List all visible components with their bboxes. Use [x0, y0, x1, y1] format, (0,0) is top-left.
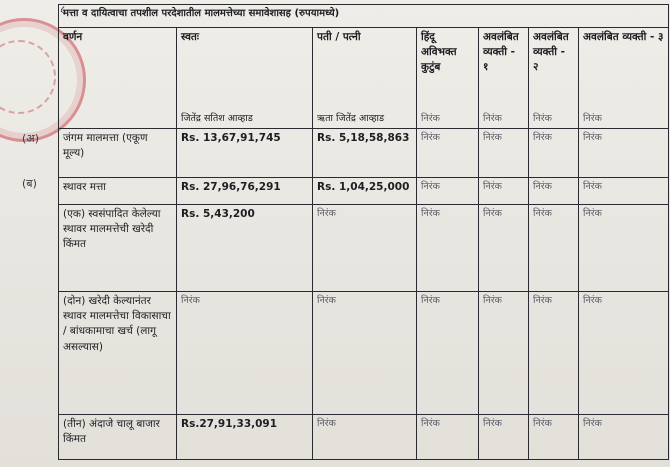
header-spouse-name: ऋता जितेंद्र आव्हाड: [317, 113, 385, 125]
row-description: स्थावर मत्ता: [59, 178, 177, 205]
header-dependent-3-value: निरंक: [583, 113, 602, 125]
row-huf-value: निरंक: [417, 178, 479, 205]
row-dependent-2-value: निरंक: [529, 292, 579, 415]
row-dependent-2-value: निरंक: [529, 178, 579, 205]
row-dependent-1-value: निरंक: [479, 178, 529, 205]
table-row: [59, 415, 669, 460]
table-row: [59, 129, 669, 178]
row-huf-value: निरंक: [417, 129, 479, 178]
margin-label-b: (ब): [22, 177, 37, 190]
row-self-value: निरंक: [177, 292, 313, 415]
row-huf-value: निरंक: [417, 205, 479, 292]
header-dependent-3-label: अवलंबित व्यक्ती - ३: [583, 31, 664, 43]
header-spouse-label: पती / पत्नी: [317, 31, 361, 43]
row-dependent-2-value: निरंक: [529, 129, 579, 178]
header-dependent-2-label: अवलंबित व्यक्ती - २: [533, 31, 569, 74]
header-self: [177, 28, 313, 129]
table-row: [59, 205, 669, 292]
header-self-name: जितेंद्र सतिश आव्हाड: [181, 113, 253, 125]
row-spouse-value: निरंक: [313, 415, 417, 460]
header-dependent-3: [579, 28, 669, 129]
header-dependent-1-value: निरंक: [483, 113, 502, 125]
table-row: [59, 292, 669, 415]
header-huf-value: निरंक: [421, 113, 440, 125]
header-description-label: वर्णन: [63, 31, 83, 43]
row-spouse-value: Rs. 5,18,58,863: [313, 129, 417, 178]
corner-mark: ८: [60, 3, 66, 16]
row-dependent-1-value: निरंक: [479, 292, 529, 415]
header-row: [59, 28, 669, 129]
header-dependent-1: [479, 28, 529, 129]
header-self-label: स्वतः: [181, 31, 200, 43]
row-dependent-3-value: निरंक: [579, 178, 669, 205]
margin-label-a: (अ): [22, 132, 39, 145]
row-spouse-value: निरंक: [313, 292, 417, 415]
row-dependent-2-value: निरंक: [529, 415, 579, 460]
row-dependent-3-value: निरंक: [579, 205, 669, 292]
header-huf: [417, 28, 479, 129]
header-huf-label: हिंदू अविभक्त कुटुंब: [421, 31, 457, 74]
row-description: जंगम मालमत्ता (एकूण मूल्य): [59, 129, 177, 178]
table-row: [59, 178, 669, 205]
header-description: [59, 28, 177, 129]
row-dependent-1-value: निरंक: [479, 205, 529, 292]
header-dependent-2: [529, 28, 579, 129]
row-self-value: Rs.27,91,33,091: [177, 415, 313, 460]
row-dependent-1-value: निरंक: [479, 129, 529, 178]
row-huf-value: निरंक: [417, 292, 479, 415]
section-title: मत्ता व दायित्वाचा तपशील परदेशातील मालमत्तेच्या समावेशासह (रुपयामध्ये): [59, 5, 669, 28]
row-dependent-1-value: निरंक: [479, 415, 529, 460]
row-spouse-value: निरंक: [313, 205, 417, 292]
row-spouse-value: Rs. 1,04,25,000: [313, 178, 417, 205]
assets-table: [58, 4, 669, 460]
row-description: (तीन) अंदाजे चालू बाजार किंमत: [59, 415, 177, 460]
row-dependent-3-value: निरंक: [579, 415, 669, 460]
row-dependent-3-value: निरंक: [579, 129, 669, 178]
header-dependent-2-value: निरंक: [533, 113, 552, 125]
row-huf-value: निरंक: [417, 415, 479, 460]
row-dependent-3-value: निरंक: [579, 292, 669, 415]
row-description: (एक) स्वसंपादित केलेल्या स्थावर मालमत्तेची खरेदी किंमत: [59, 205, 177, 292]
row-self-value: Rs. 13,67,91,745: [177, 129, 313, 178]
header-dependent-1-label: अवलंबित व्यक्ती - १: [483, 31, 519, 74]
header-spouse: [313, 28, 417, 129]
row-self-value: Rs. 27,96,76,291: [177, 178, 313, 205]
section-title-row: [59, 5, 669, 28]
row-self-value: Rs. 5,43,200: [177, 205, 313, 292]
row-description: (दोन) खरेदी केल्यानंतर स्थावर मालमत्तेचा विकासाचा / बांधकामाचा खर्च (लागू असल्यास): [59, 292, 177, 415]
row-dependent-2-value: निरंक: [529, 205, 579, 292]
